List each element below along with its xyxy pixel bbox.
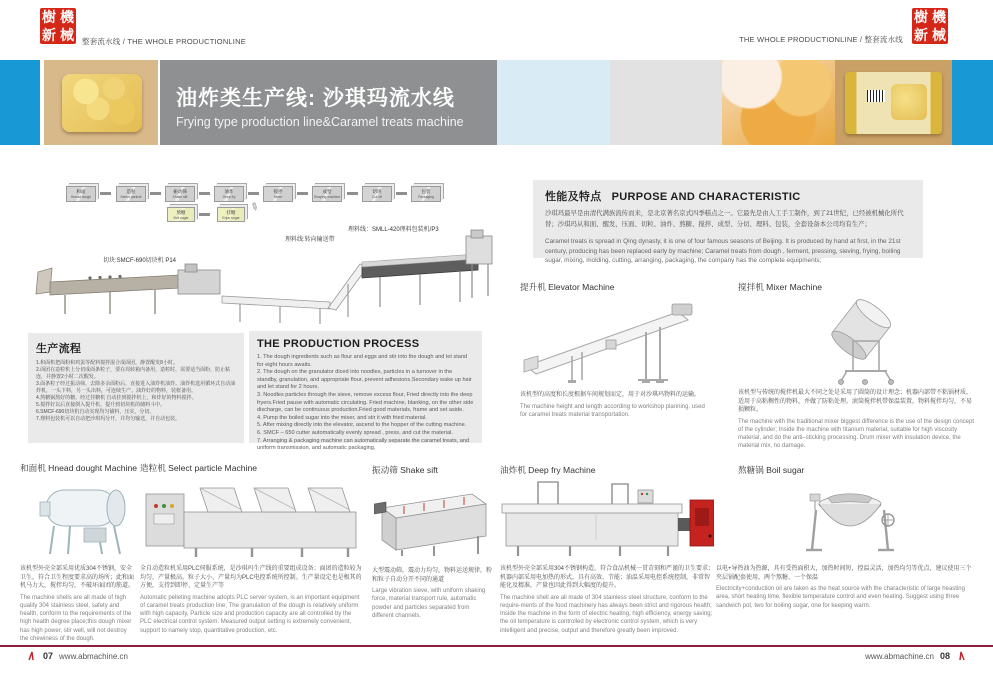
- process-step: 1. The dough ingredients such as flour and eggs and stir into the dough and let stand for eight hours awaits.: [257, 354, 468, 368]
- dough-machine-image: [36, 480, 136, 558]
- brand-seal-icon: [40, 8, 76, 44]
- mixer-desc-en: The machine with the traditional mixer biggest difference is the use of the design concept of the cylinder; Inside the machine with titanium material, suitable for high viscosity material, and do the anti–sticking processing. Drum mixer with insulation device, the material mix, no damage.: [738, 418, 975, 450]
- particle-machine-image: [142, 480, 360, 560]
- mixer-desc-zh: 该机型与传统的搅拌机最大不同之处是采用了圆筒的设计理念；机器内部带不粘锅材质，适用于高粘稠性的物料，并做了防粘处理。滚筒搅拌机带保温装置，物料搅拌均匀，不易损颗粒。: [738, 390, 973, 414]
- elevator-caption: [520, 391, 706, 419]
- sift-title: 振动筛 Shake sift: [372, 465, 438, 475]
- fry-caption: [500, 565, 714, 635]
- elevator-title: 提升机 Elevator Machine: [520, 282, 615, 292]
- flow-step-label-zh: 成型: [322, 188, 332, 194]
- process-zh-panel: [28, 333, 244, 443]
- hero-block-blue-left: [0, 60, 40, 145]
- particle-desc-zh: 全自动造粒机采用PLC伺服系统，是沙琪玛生产线的重要组成设备；面团的造粒较为均匀，产量极高。粒子大小、产量均为PLC电控系统所控制。生产量设定也是极其的方便，支持到即停、定量生产等: [140, 566, 362, 590]
- particle-caption: [140, 565, 362, 635]
- flow-step-1: [66, 186, 96, 202]
- seal-char: 新: [914, 26, 928, 43]
- flow-step-label-zh: 油炸: [224, 188, 234, 194]
- flow-step-3: [165, 186, 195, 202]
- brand-right: [912, 8, 948, 44]
- seal-char: 機: [60, 8, 74, 25]
- sift-caption: [372, 567, 492, 620]
- fry-machine-image: [500, 474, 714, 560]
- purpose-body-en: Caramel treats is spread in Qing dynasty, it is one of four famous seasons of Beijing. It is produced by hand at first, in the 21st century, producing has been replaced early by machine; Caramel treats from dough , ferment, pressing, sieving, frying, boiling sugar, mixing, molding, cutting, arranging, packaging, the company has the complete equipments;: [545, 238, 901, 264]
- purpose-title-en: PURPOSE AND CHARACTERISTIC: [611, 191, 801, 203]
- process-step: 5. After mixing directly into the elevator, ascend to the hopper of the cutting machine.: [257, 422, 467, 429]
- fry-title: 油炸机 Deep fry Machine: [500, 465, 596, 475]
- fry-desc-en: The machine shell are all made of 304 stainless steel structure, conform to the require-ments of the food machinery has always been strict and rigorous health; Inside the machine in the form of electric heating, high efficiency, energy saving; the oil temperature is controlled by electronic control system, which is very intelligent and precise, output and therefore greatly been improved.: [500, 594, 713, 634]
- flow-step-label-en: Mixer: [273, 194, 283, 199]
- flow-step-label-en: Cut off: [372, 194, 382, 199]
- hero-photo-packaged-product: [835, 60, 952, 145]
- process-step: 7.理料包装机可以自动把沙琪玛分开，并均匀输送，并自动包装。: [36, 416, 181, 422]
- hero-photo-sachima-pieces: [44, 60, 158, 145]
- seal-char: 械: [932, 26, 946, 43]
- flow-connector: [297, 192, 308, 195]
- flow-step-label-zh: 搅拌: [273, 188, 283, 194]
- flow-connector: [248, 192, 259, 195]
- particle-desc-en: Automatic pelleting machine adopts PLC server system, is an important equipment of caramel treats production line; The granulation of the dough is relatively uniform with high capacity, Particle size and production capacity are all controlled by the PLC electrical control system. Measured output setting is extremely convenient, support to namely stop, quantitative production, etc.: [140, 594, 360, 634]
- site-url-right: www.abmachine.cn: [865, 651, 934, 661]
- tagline-left: 整套流水线 / THE WHOLE PRODUCTIONLINE: [82, 37, 246, 46]
- brand-left: [40, 8, 76, 44]
- hero-block-pale-gray: [610, 60, 722, 145]
- flow-step-label-zh: 和面: [76, 188, 86, 194]
- hero-title-panel: [160, 60, 497, 145]
- sugar-machine-image: [800, 486, 900, 558]
- elevator-machine-image: [520, 294, 712, 386]
- line-label-cutter: 切块:SMCF-690切块机 P14: [103, 258, 177, 264]
- package-window: [891, 84, 927, 120]
- particle-title: 造粒机 Select particle Machine: [140, 463, 258, 473]
- flow-step-7: [362, 186, 392, 202]
- pencil-icon: ✎: [247, 200, 261, 215]
- flow-step-label-zh: 造粒: [126, 188, 136, 194]
- site-url-left: www.abmachine.cn: [59, 651, 128, 661]
- flow-connector: [199, 192, 210, 195]
- flow-substep-label-en: Enjar sugar: [222, 215, 240, 220]
- sift-machine-image: [374, 478, 494, 558]
- purpose-title: [545, 188, 911, 204]
- process-step: 2.面团在造粒机上分切成面条粒子，要在周转箱内备用，造粒时，需要适当面粉，防止粘连，并静置2小时二次醒发。: [36, 367, 231, 380]
- package-barcode: [867, 90, 885, 102]
- tagline-right: THE WHOLE PRODUCTIONLINE / 整套流水线: [739, 35, 903, 44]
- seal-char: 新: [42, 26, 56, 43]
- seal-char: 械: [60, 26, 74, 43]
- process-step: 6.SMCF-690切块机自动实现均匀铺料，压实，分切。: [36, 409, 155, 415]
- dough-title: 和面机 Hnead dought Machine: [20, 463, 138, 473]
- seal-char: 機: [932, 8, 946, 25]
- flow-step-5: [263, 186, 293, 202]
- production-line-illustration: [30, 222, 495, 327]
- process-step: 4.熬糖锅熬好的糖，经过挂糖机 自动挂到搅拌机上，和炸好的物料搅拌。: [36, 395, 197, 401]
- flow-step-label-en: Packaging: [418, 194, 434, 199]
- flow-step-label-zh: 振动筛: [173, 188, 187, 194]
- process-step: 3. Noodles particles through the sieve, remove excess flour, Fried directly into the deep fryers.Fried pause with automatic circulating. Fried machine, blanking, on the other side discharge, can be continuous production.Fried good materials, frame and set aside.: [257, 391, 474, 414]
- footer-right: [865, 651, 965, 661]
- process-step: 1.和面机把面粉和鸡蛋等配料搅拌混合成面团，静置醒发8小时。: [36, 360, 178, 366]
- process-step: 6. SMCF – 650 cutter automatically evenly spread , press, and cut the material.: [257, 429, 453, 436]
- elevator-desc-zh: 该机型的高度和长度根据车间规划而定，用于对沙琪玛物料的运输。: [520, 392, 701, 398]
- flow-step-6: [312, 186, 342, 202]
- sugar-caption: [716, 565, 974, 610]
- flow-substep-label-zh: 熬糖: [176, 209, 186, 215]
- purpose-panel: [533, 180, 923, 264]
- process-step: 4. Pump the boiled sugar into the mixer, and stir it with fried material.: [257, 414, 427, 421]
- flow-substep-label-zh: 挂糖: [226, 209, 236, 215]
- production-line-diagram: [30, 222, 495, 327]
- page-number-right: 08: [939, 651, 950, 661]
- flow-step-label-en: Select particle: [120, 194, 142, 199]
- flow-connector: [396, 192, 407, 195]
- fry-desc-zh: 该机型外壳全部采用304不锈钢构造，符合食品机械一贯苛刻和严谨的卫生要求；机器内部采用电加热的形式，具有高效、节能；油温采用电控系统控制，非常智能化及精准，产量也因此得到大幅度的提升。: [500, 566, 715, 590]
- flow-step-label-zh: 包装: [421, 188, 431, 194]
- process-step: 3.面条粒子经过振动筛，去除多余面粉后，直接进入油炸机油炸。油炸机选用循环式自动油炸机，一头下料，另一头出料，可连续生产。油炸好的物料，装框备用。: [36, 381, 236, 394]
- page-title: 油炸类生产线: 沙琪玛流水线: [176, 87, 455, 110]
- process-en-title: THE PRODUCTION PROCESS: [257, 338, 420, 350]
- footer-mark-icon: [28, 651, 37, 661]
- flow-step-label-en: Shaping machine: [313, 194, 341, 199]
- line-label-turn-conveyor: 理料线:转向输送带: [285, 237, 335, 243]
- sachima-block: [62, 74, 142, 132]
- flow-step-label-en: Shake sift: [172, 194, 188, 199]
- hero-photo-caramel-closeup: [722, 60, 835, 145]
- sugar-desc-zh: 以电+导热油为热源，具有受热面积大，加热时间短，控温灵活，加热均匀等优点，建议使用三个夹层锅配套使用，两个熬糖、一个保温: [716, 566, 972, 581]
- page-subtitle: Frying type production line&Caramel treats machine: [176, 115, 464, 129]
- dough-caption: [20, 565, 136, 643]
- footer-rule: [0, 645, 993, 647]
- flow-substep-enjar-sugar: [217, 207, 245, 222]
- page-number-left: 07: [43, 651, 54, 661]
- flow-step-label-zh: 切块: [372, 188, 382, 194]
- flow-step-2: [116, 186, 146, 202]
- purpose-title-zh: 性能及特点: [545, 191, 602, 203]
- process-step: 7. Arranging & packaging machine can automatically separate the caramel treats, and uniform transmission, and automatic packaging.: [257, 437, 470, 452]
- line-label-packer: 理料线：SMLL-420理料包装机/P3: [348, 227, 439, 233]
- mixer-title: 搅拌机 Mixer Machine: [738, 282, 823, 292]
- footer-mark-icon: [956, 651, 965, 661]
- flow-step-label-en: Hnead dough: [70, 194, 92, 199]
- sift-desc-zh: 大型震动筛，震动力均匀，物料运送规律，粉和粒子自动分开不同的通道: [372, 568, 493, 583]
- flow-step-label-en: Deep fry: [222, 194, 236, 199]
- sugar-title: 熬糖锅 Boil sugar: [738, 465, 805, 475]
- mixer-caption: [738, 389, 976, 451]
- elevator-desc-en: The machine height and length according to workshop planning, used for caramel treats material transportation.: [520, 403, 705, 418]
- brand-seal-icon: [912, 8, 948, 44]
- package-bag: [845, 72, 942, 134]
- hero-block-pale-blue: [497, 60, 610, 145]
- flow-connector: [150, 192, 161, 195]
- dough-desc-en: The machine shells are all made of high quality 304 stainless steel, safety and health, conform to the requirements of the high health degree place;this dough mixer has high power, stir well, will not destroy the chewiness of the dough.: [20, 594, 132, 642]
- sift-desc-en: Large vibration sieve, with uniform shaking force, material transport rule, automatic powder and particles separated from different channels.: [372, 588, 486, 619]
- flow-substep-boil-sugar: [167, 207, 195, 222]
- process-zh-title: 生产流程: [36, 343, 82, 355]
- dough-desc-zh: 该机型外壳全部采用优质304不锈钢，安全卫生，符合卫生程度要求高的场所；此和面机马力大，搅拌均匀，不破坏面团的筋道。: [20, 566, 135, 590]
- flow-substep-label-en: Boil sugar: [173, 215, 189, 220]
- flow-connector: [347, 192, 358, 195]
- hero-block-blue-right: [952, 60, 993, 145]
- mixer-machine-image: [815, 293, 910, 385]
- footer-left: [28, 651, 128, 661]
- sugar-desc-en: Electricity+conduction oil are taken as the heat source with the characteristic of large heasting area, short heating time, flexible temperature control and even heating. Suggest using three sandwich pot, two for boiling sugar, one for keeping warm.: [716, 586, 965, 609]
- flow-connector: [100, 192, 111, 195]
- flow-step-8: [411, 186, 441, 202]
- seal-char: 樹: [914, 8, 928, 25]
- process-en-panel: [249, 331, 482, 452]
- seal-char: 樹: [42, 8, 56, 25]
- purpose-body-zh: 沙琪玛最早是由清代满族流传而来，是北京著名京式四季糕点之一。它最先是由人工手工制作，到了21世纪，已经被机械化所代替；沙琪玛从和面、醒发、压面、切粒、油炸、熬糖、搅拌、成型、分切、理料、包装，全套设备本公司均有生产；: [545, 210, 904, 228]
- flow-step-4: [214, 186, 244, 202]
- process-step: 2. The dough on the granulator diced into noodles, particles in a turnover in the standby, granulation, and appropriate flour, prevent adhesions.Secondary wake up hair and let stand for 2 hours.: [257, 369, 472, 391]
- flow-connector: [199, 213, 210, 216]
- process-step: 5.搅拌好以后直接倒入提升机，提升到切块机的储料斗中。: [36, 402, 166, 408]
